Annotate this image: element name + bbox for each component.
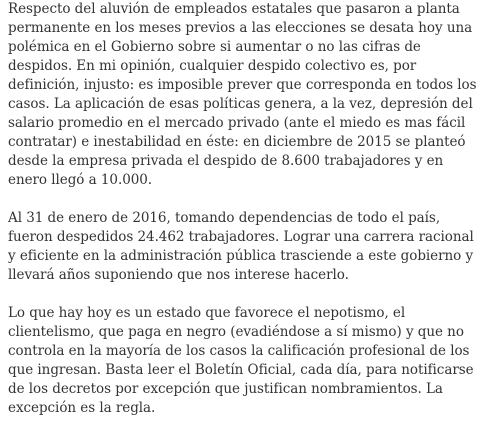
article-paragraph: Respecto del aluvión de empleados estatales que pasaron a planta permanente en los meses previos a las elecciones se desata hoy una polémica en el Gobierno sobre si aumentar o no las cifras de despidos. En mi opinión, cualquier despido colectivo es, por definición, injusto: es imposible prever que corresponda en todos los casos. La aplicación de esas políticas genera, a la vez, depresión del salario promedio en el mercado privado (ante el miedo es mas fácil contratar) e inestabilidad en éste: en diciembre de 2015 se planteó desde la empresa privada el despido de 8.600 trabajadores y en enero llegó a 10.000. <box>8 1 477 188</box>
article-paragraph: Al 31 de enero de 2016, tomando dependencias de todo el país, fueron despedidos 24.462 trabajadores. Lograr una carrera racional y eficiente en la administración pública trasciende a este gobierno y llevará años suponiendo que nos interese hacerlo. <box>8 210 474 283</box>
article-paragraph: Lo que hay hoy es un estado que favorece el nepotismo, el clientelismo, que paga en negro (evadiéndose a sí mismo) y que no controla en la mayoría de los casos la calificación profesional de los que ingresan. Basta leer el Boletín Oficial, cada día, para notificarse de los decretos por excepción que justifican nombramientos. La excepción es la regla. <box>8 305 474 416</box>
